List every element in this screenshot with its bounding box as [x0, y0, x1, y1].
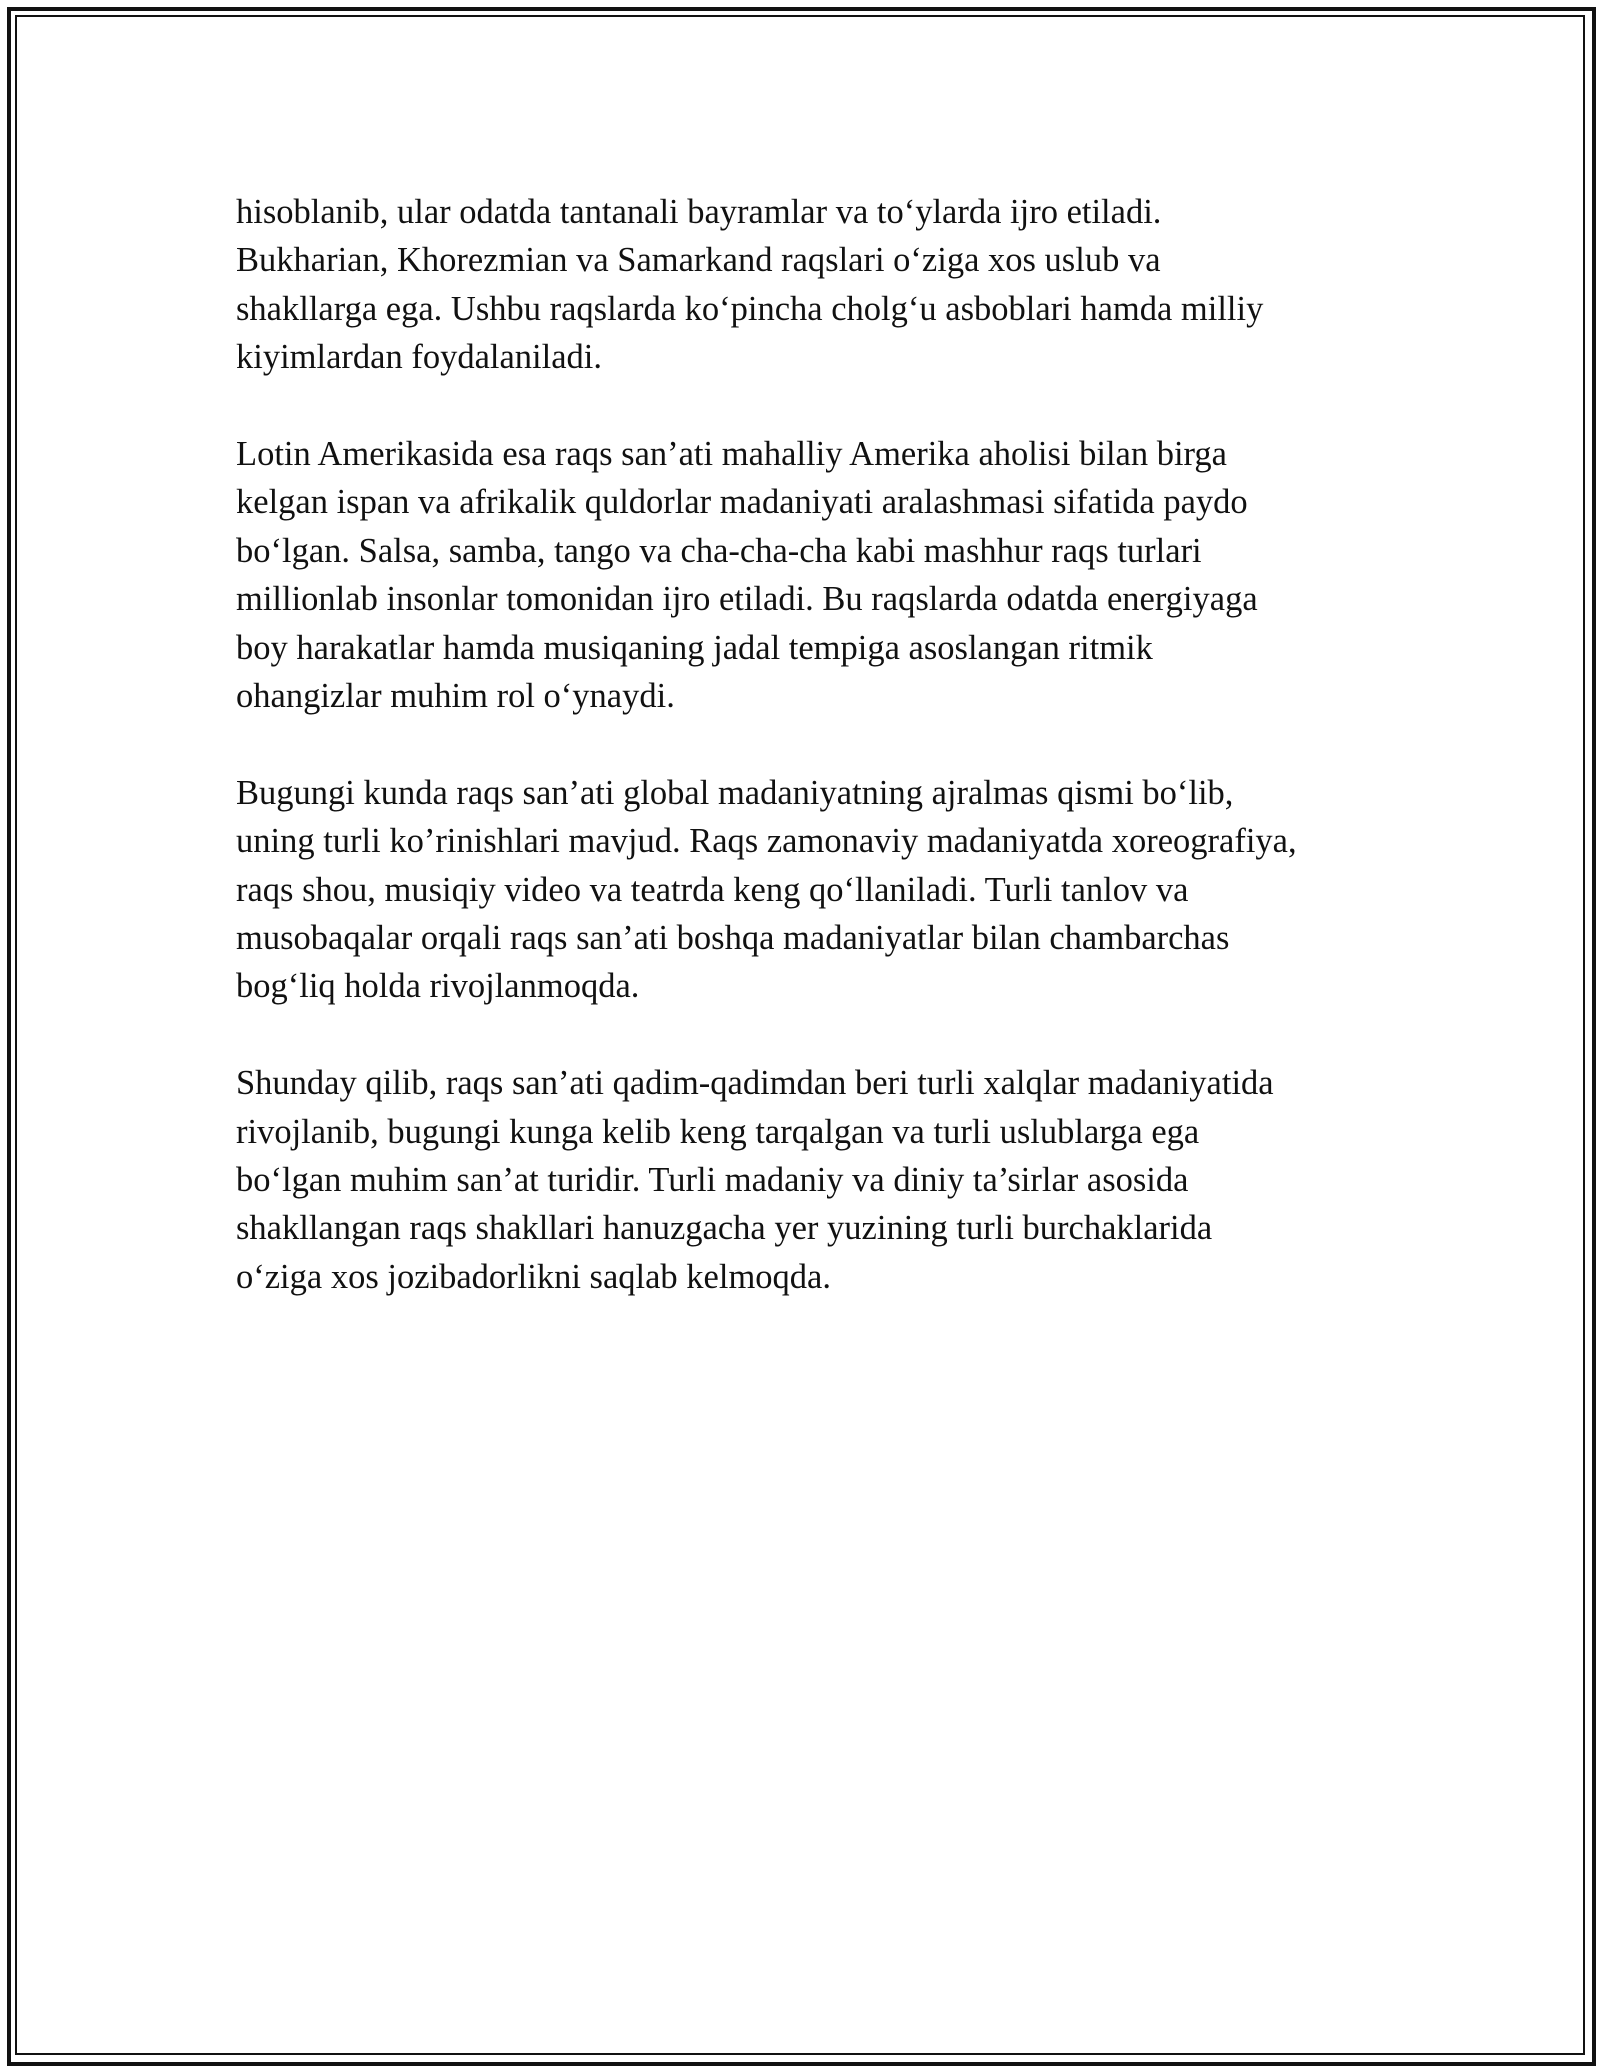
- text-line: rivojlanib, bugungi kunga kelib keng tarqalgan va turli uslublarga ega: [236, 1112, 1200, 1151]
- text-line: millionlab insonlar tomonidan ijro etiladi. Bu raqslarda odatda energiyaga: [236, 580, 1258, 619]
- text-line: hisoblanib, ular odatda tantanali bayramlar va to‘ylarda ijro etiladi.: [236, 193, 1162, 231]
- paragraph: [236, 188, 1386, 382]
- text-line: Shunday qilib, raqs san’ati qadim-qadimdan beri turli xalqlar madaniyatida: [236, 1064, 1274, 1103]
- paragraph: [236, 430, 1386, 720]
- text-line: shakllangan raqs shakllari hanuzgacha yer yuzining turli burchaklarida: [236, 1209, 1213, 1248]
- text-line: Bugungi kunda raqs san’ati global madaniyatning ajralmas qismi bo‘lib,: [236, 773, 1234, 812]
- paragraph: [236, 1059, 1386, 1301]
- text-line: ohangizlar muhim rol o‘ynaydi.: [236, 677, 675, 716]
- text-line: Lotin Amerikasida esa raqs san’ati mahalliy Amerika aholisi bilan birga: [236, 435, 1227, 474]
- text-line: bo‘lgan. Salsa, samba, tango va cha-cha-cha kabi mashhur raqs turlari: [236, 531, 1202, 570]
- text-line: kelgan ispan va afrikalik quldorlar madaniyati aralashmasi sifatida paydo: [236, 483, 1248, 522]
- text-line: kiyimlardan foydalaniladi.: [236, 338, 602, 377]
- text-line: bo‘lgan muhim san’at turidir. Turli madaniy va diniy ta’sirlar asosida: [236, 1161, 1189, 1200]
- text-line: raqs shou, musiqiy video va teatrda keng qo‘llaniladi. Turli tanlov va: [236, 870, 1189, 909]
- document-body: [236, 188, 1386, 1350]
- text-line: bog‘liq holda rivojlanmoqda.: [236, 967, 640, 1006]
- text-line: musobaqalar orqali raqs san’ati boshqa madaniyatlar bilan chambarchas: [236, 919, 1230, 958]
- text-line: o‘ziga xos jozibadorlikni saqlab kelmoqda.: [236, 1257, 831, 1296]
- text-line: boy harakatlar hamda musiqaning jadal tempiga asoslangan ritmik: [236, 628, 1153, 667]
- paragraph: [236, 769, 1386, 1011]
- text-line: Bukharian, Khorezmian va Samarkand raqslari o‘ziga xos uslub va: [236, 241, 1161, 280]
- text-line: uning turli ko’rinishlari mavjud. Raqs zamonaviy madaniyatda xoreografiya,: [236, 822, 1297, 861]
- text-line: shakllarga ega. Ushbu raqslarda ko‘pincha cholg‘u asboblari hamda milliy: [236, 289, 1264, 328]
